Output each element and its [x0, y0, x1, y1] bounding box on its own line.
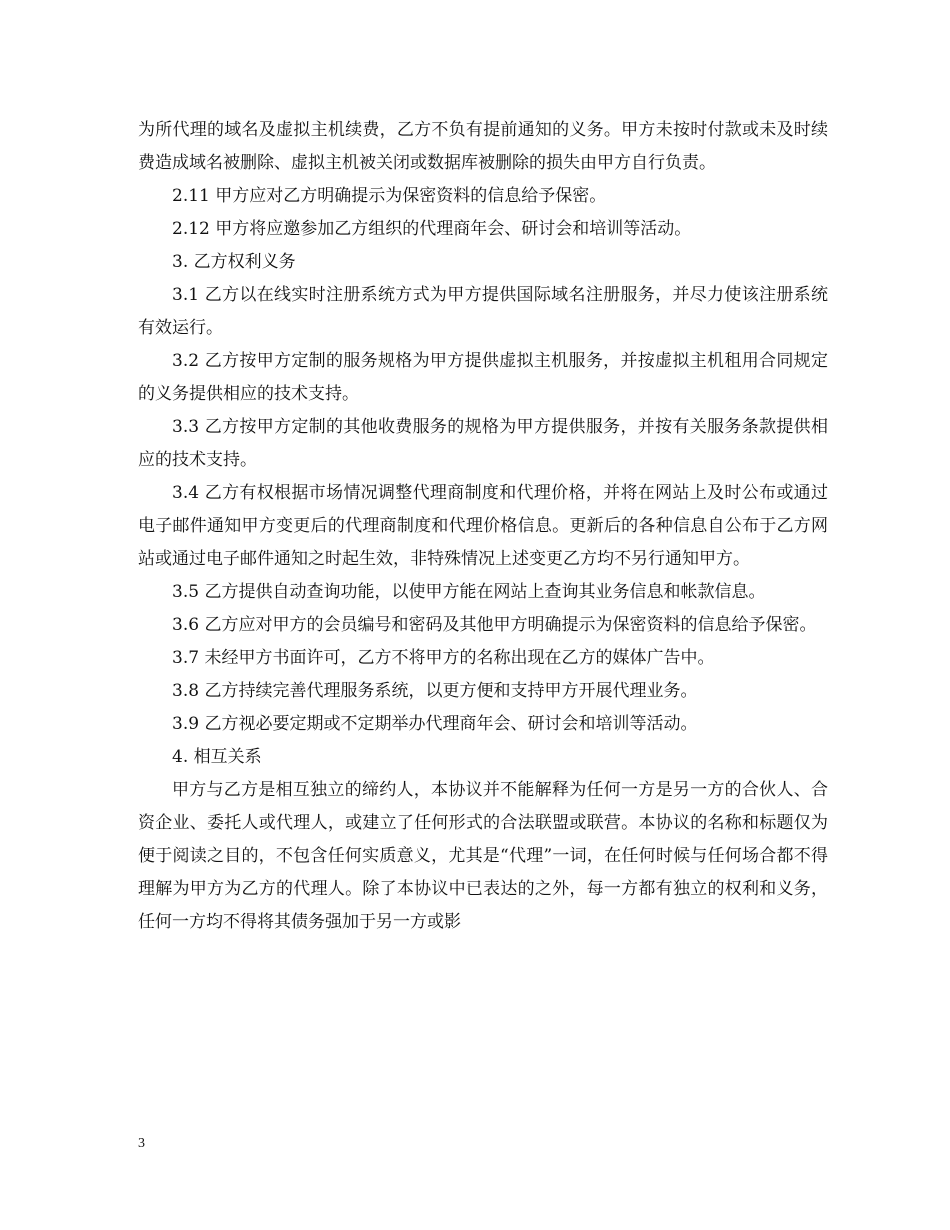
- paragraph-3-6: 3.6 乙方应对甲方的会员编号和密码及其他甲方明确提示为保密资料的信息给予保密。: [172, 615, 817, 635]
- paragraph-2-11: 2.11 甲方应对乙方明确提示为保密资料的信息给予保密。: [172, 186, 607, 206]
- document-body: [138, 114, 828, 939]
- paragraph-3-2: 3.2 乙方按甲方定制的服务规格为甲方提供虚拟主机服务，并按虚拟主机租用合同规定的义务提供相应的技术支持。: [138, 351, 828, 404]
- paragraph-3-7: 3.7 未经甲方书面许可，乙方不将甲方的名称出现在乙方的媒体广告中。: [172, 648, 715, 668]
- paragraph-3-1: 3.1 乙方以在线实时注册系统方式为甲方提供国际域名注册服务，并尽力使该注册系统有效运行。: [138, 285, 828, 338]
- paragraph-3-5: 3.5 乙方提供自动查询功能，以使甲方能在网站上查询其业务信息和帐款信息。: [172, 582, 766, 602]
- section-heading-3: 3. 乙方权利义务: [172, 252, 296, 272]
- paragraph-2-12: 2.12 甲方将应邀参加乙方组织的代理商年会、研讨会和培训等活动。: [172, 219, 692, 239]
- paragraph-continuation: 为所代理的域名及虚拟主机续费，乙方不负有提前通知的义务。甲方未按时付款或未及时续费造成域名被删除、虚拟主机被关闭或数据库被删除的损失由甲方自行负责。: [138, 120, 828, 173]
- section-heading-4: 4. 相互关系: [172, 747, 262, 767]
- paragraph-4-body: 甲方与乙方是相互独立的缔约人，本协议并不能解释为任何一方是另一方的合伙人、合资企业、委托人或代理人，或建立了任何形式的合法联盟或联营。本协议的名称和标题仅为便于阅读之目的，不包含任何实质意义，尤其是“代理”一词，在任何时候与任何场合都不得理解为甲方为乙方的代理人。除了本协议中已表达的之外，每一方都有独立的权利和义务，任何一方均不得将其债务强加于另一方或影: [138, 780, 828, 932]
- paragraph-3-8: 3.8 乙方持续完善代理服务系统，以更方便和支持甲方开展代理业务。: [172, 681, 698, 701]
- paragraph-3-4: 3.4 乙方有权根据市场情况调整代理商制度和代理价格，并将在网站上及时公布或通过电子邮件通知甲方变更后的代理商制度和代理价格信息。更新后的各种信息自公布于乙方网站或通过电子邮件通知之时起生效，非特殊情况上述变更乙方均不另行通知甲方。: [138, 483, 828, 569]
- page-number: 3: [138, 1136, 145, 1151]
- paragraph-3-3: 3.3 乙方按甲方定制的其他收费服务的规格为甲方提供服务，并按有关服务条款提供相应的技术支持。: [138, 417, 828, 470]
- paragraph-3-9: 3.9 乙方视必要定期或不定期举办代理商年会、研讨会和培训等活动。: [172, 714, 698, 734]
